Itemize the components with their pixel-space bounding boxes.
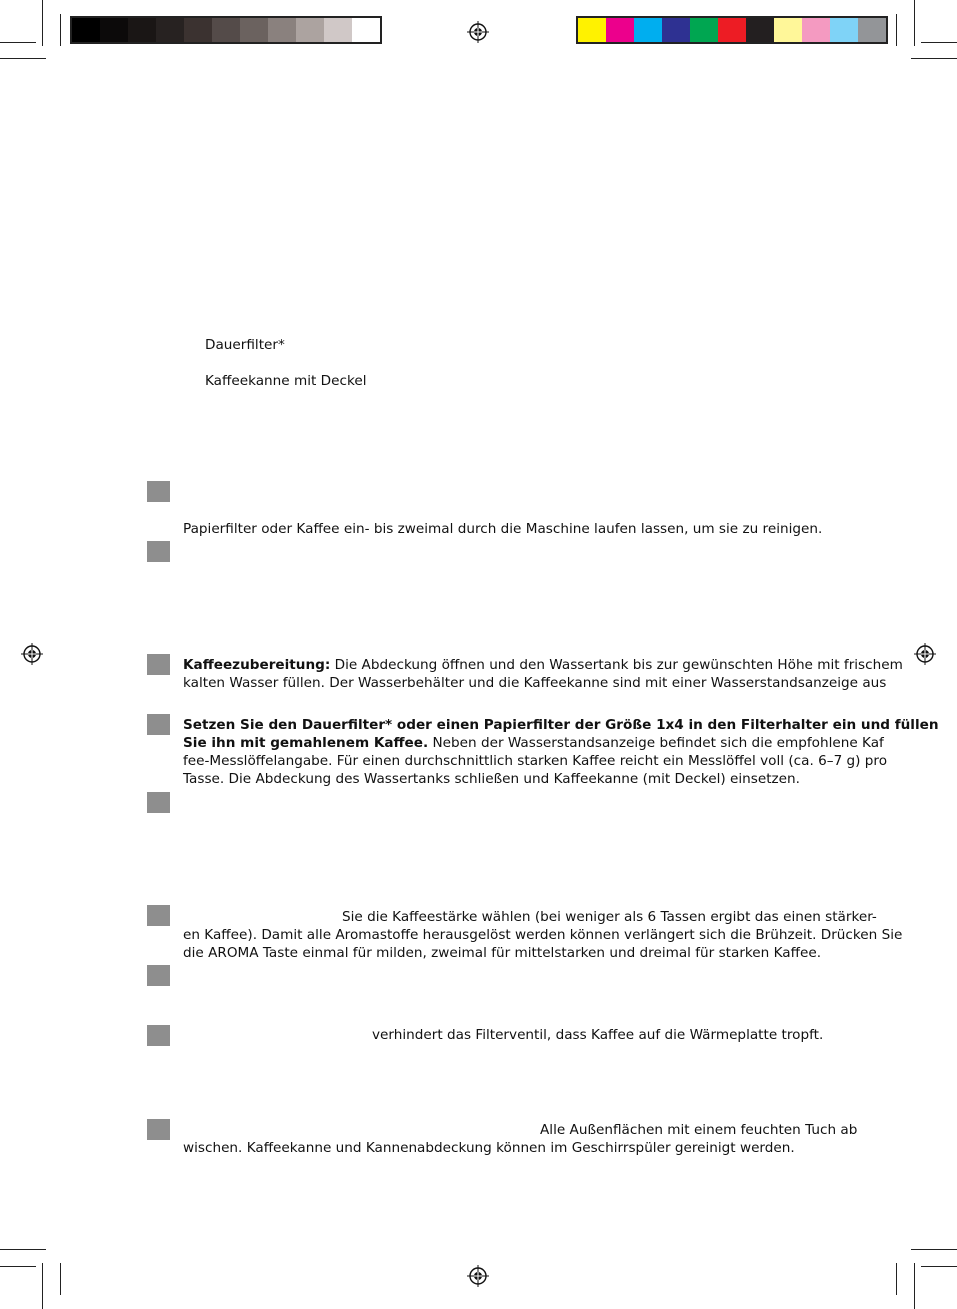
color-swatch bbox=[634, 18, 662, 42]
step-marker bbox=[147, 541, 170, 562]
crop-mark bbox=[921, 1266, 957, 1267]
step-marker bbox=[147, 905, 170, 926]
step-text: Alle Außenflächen mit einem feuchten Tuch ab bbox=[540, 1122, 858, 1138]
step-text: kalten Wasser füllen. Der Wasserbehälter und die Kaffeekanne sind mit einer Wasserstandsanzeige aus bbox=[183, 675, 887, 691]
color-swatch bbox=[746, 18, 774, 42]
gray-swatch bbox=[184, 18, 212, 42]
step-text bbox=[183, 656, 903, 674]
gray-swatch bbox=[212, 18, 240, 42]
step-text: fee-Messlöffelangabe. Für einen durchschnittlich starken Kaffee reicht ein Messlöffel voll (ca. 6–7 g) pro bbox=[183, 753, 888, 769]
registration-mark-icon bbox=[467, 21, 489, 43]
step-heading: Setzen Sie den Dauerfilter* oder einen Papierfilter der Größe 1x4 in den Filterhalter ein und füllen bbox=[183, 717, 939, 733]
crop-mark bbox=[914, 1263, 915, 1309]
crop-mark bbox=[896, 1263, 897, 1295]
crop-mark bbox=[42, 1263, 43, 1309]
step-text-part: Neben der Wasserstandsanzeige befindet sich die empfohlene Kaf bbox=[428, 735, 884, 751]
crop-mark bbox=[0, 1266, 36, 1267]
gray-swatch bbox=[240, 18, 268, 42]
registration-mark-icon bbox=[914, 643, 936, 665]
color-swatch bbox=[774, 18, 802, 42]
gray-swatch bbox=[100, 18, 128, 42]
color-swatch bbox=[606, 18, 634, 42]
part-label-dauerfilter: Dauerfilter* bbox=[205, 337, 285, 353]
gray-swatch bbox=[352, 18, 380, 42]
crop-mark bbox=[42, 0, 43, 46]
color-swatch bbox=[690, 18, 718, 42]
registration-mark-icon bbox=[21, 643, 43, 665]
crop-mark bbox=[914, 0, 915, 46]
color-swatch bbox=[802, 18, 830, 42]
step-text: Papierfilter oder Kaffee ein- bis zweimal durch die Maschine laufen lassen, um sie zu reinigen. bbox=[183, 521, 823, 537]
color-swatch bbox=[718, 18, 746, 42]
crop-mark bbox=[0, 1249, 46, 1250]
step-text-part: Die Abdeckung öffnen und den Wassertank bis zur gewünschten Höhe mit frischem bbox=[330, 657, 903, 673]
gray-swatch bbox=[324, 18, 352, 42]
crop-mark bbox=[911, 58, 957, 59]
step-heading: Sie ihn mit gemahlenem Kaffee. bbox=[183, 735, 429, 751]
crop-mark bbox=[0, 42, 36, 43]
color-swatch bbox=[858, 18, 886, 42]
crop-mark bbox=[911, 1249, 957, 1250]
step-marker bbox=[147, 1025, 170, 1046]
step-marker bbox=[147, 1119, 170, 1140]
step-text bbox=[183, 734, 884, 752]
part-label-kaffeekanne: Kaffeekanne mit Deckel bbox=[205, 373, 367, 389]
step-text: Tasse. Die Abdeckung des Wassertanks schließen und Kaffeekanne (mit Deckel) einsetzen. bbox=[183, 771, 800, 787]
step-text: verhindert das Filterventil, dass Kaffee auf die Wärmeplatte tropft. bbox=[372, 1027, 824, 1043]
step-heading: Kaffeezubereitung: bbox=[183, 657, 331, 673]
color-swatch bbox=[662, 18, 690, 42]
color-swatch bbox=[578, 18, 606, 42]
step-text: Sie die Kaffeestärke wählen (bei weniger als 6 Tassen ergibt das einen stärker- bbox=[342, 909, 877, 925]
grayscale-color-bar bbox=[70, 16, 382, 44]
gray-swatch bbox=[296, 18, 324, 42]
crop-mark bbox=[921, 42, 957, 43]
crop-mark bbox=[60, 1263, 61, 1295]
step-marker bbox=[147, 654, 170, 675]
step-marker bbox=[147, 965, 170, 986]
gray-swatch bbox=[156, 18, 184, 42]
crop-mark bbox=[0, 58, 46, 59]
step-text bbox=[183, 716, 939, 734]
step-marker bbox=[147, 714, 170, 735]
step-marker bbox=[147, 792, 170, 813]
crop-mark bbox=[896, 14, 897, 46]
gray-swatch bbox=[268, 18, 296, 42]
step-text: en Kaffee). Damit alle Aromastoffe herausgelöst werden können verlängert sich die Brühzeit. Drücken Sie bbox=[183, 927, 903, 943]
color-swatch bbox=[830, 18, 858, 42]
registration-mark-icon bbox=[467, 1265, 489, 1287]
crop-mark bbox=[60, 14, 61, 46]
gray-swatch bbox=[72, 18, 100, 42]
step-marker bbox=[147, 481, 170, 502]
process-color-bar bbox=[576, 16, 888, 44]
gray-swatch bbox=[128, 18, 156, 42]
step-text: die AROMA Taste einmal für milden, zweimal für mittelstarken und dreimal für starken Kaffee. bbox=[183, 945, 822, 961]
step-text: wischen. Kaffeekanne und Kannenabdeckung können im Geschirrspüler gereinigt werden. bbox=[183, 1140, 795, 1156]
